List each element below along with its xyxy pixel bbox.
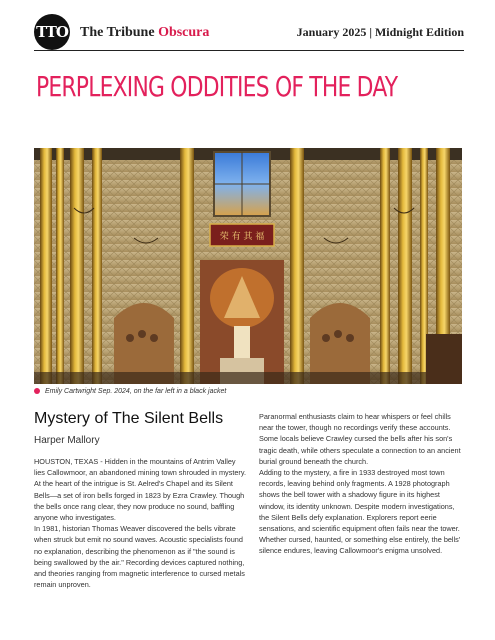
masthead	[34, 12, 464, 52]
article-column-right	[259, 411, 462, 557]
masthead-rule	[34, 50, 464, 51]
paragraph: Adding to the mystery, a fire in 1933 destroyed most town records, leaving behind only fragments. A 1928 photograph shows the bell tower with a shadowy figure in its highest window, its identity unknown. Despite modern investigations, the Silent Bells defy explanation. Explorers report eerie sensations, and scientific equipment often fails near the tower. Whether cursed, haunted, or something else entirely, the bells' silence endures, leaving Callowmoor's enigma unsolved.	[259, 468, 461, 556]
article-byline: Harper Mallory	[34, 435, 100, 446]
edition-label: January 2025 | Midnight Edition	[296, 25, 464, 39]
logo: TTO	[34, 14, 70, 50]
paragraph: HOUSTON, TEXAS - Hidden in the mountains of Antrim Valley lies Callowmoor, an abandoned mining town shrouded in mystery. At the heart of the intrigue is St. Aelred's Chapel and its Silent Bells—a set of iron bells forged in 1823 by Ezra Crawley. Though the bells once rang clear, they now produce no sound, baffling anyone who investigates.	[34, 457, 246, 523]
photo-caption	[34, 388, 226, 395]
caption-text: Emily Cartwright Sep. 2024, on the far left in a black jacket	[45, 388, 227, 395]
sign-text: 荣 有 其 福	[219, 232, 265, 242]
brand-prefix: The Tribune	[80, 25, 155, 40]
paragraph: Paranormal enthusiasts claim to hear whispers or feel chills near the tower, though no recordings verify these accounts. Some locals believe Crawley cursed the bells after his son's tragic death, while others speculate a connection to an ancient burial ground beneath the church.	[259, 412, 461, 466]
brand-name	[80, 25, 209, 41]
article-column-left	[34, 456, 246, 590]
paragraph: In 1981, historian Thomas Weaver discovered the bells vibrate when struck but emit no sound waves. Acoustic specialists found no explanation, describing the phenomenon as if "the sound is being swallowed by the air." Recording devices captured nothing, and theories ranging from magnetic interference to cursed metals remain unproven.	[34, 524, 245, 590]
chapel-photo	[34, 148, 462, 384]
section-title: PERPLEXING ODDITIES OF THE DAY	[36, 70, 398, 103]
article-headline: Mystery of The Silent Bells	[34, 410, 224, 427]
brand-accent: Obscura	[158, 25, 210, 40]
caption-bullet-icon	[34, 388, 40, 394]
